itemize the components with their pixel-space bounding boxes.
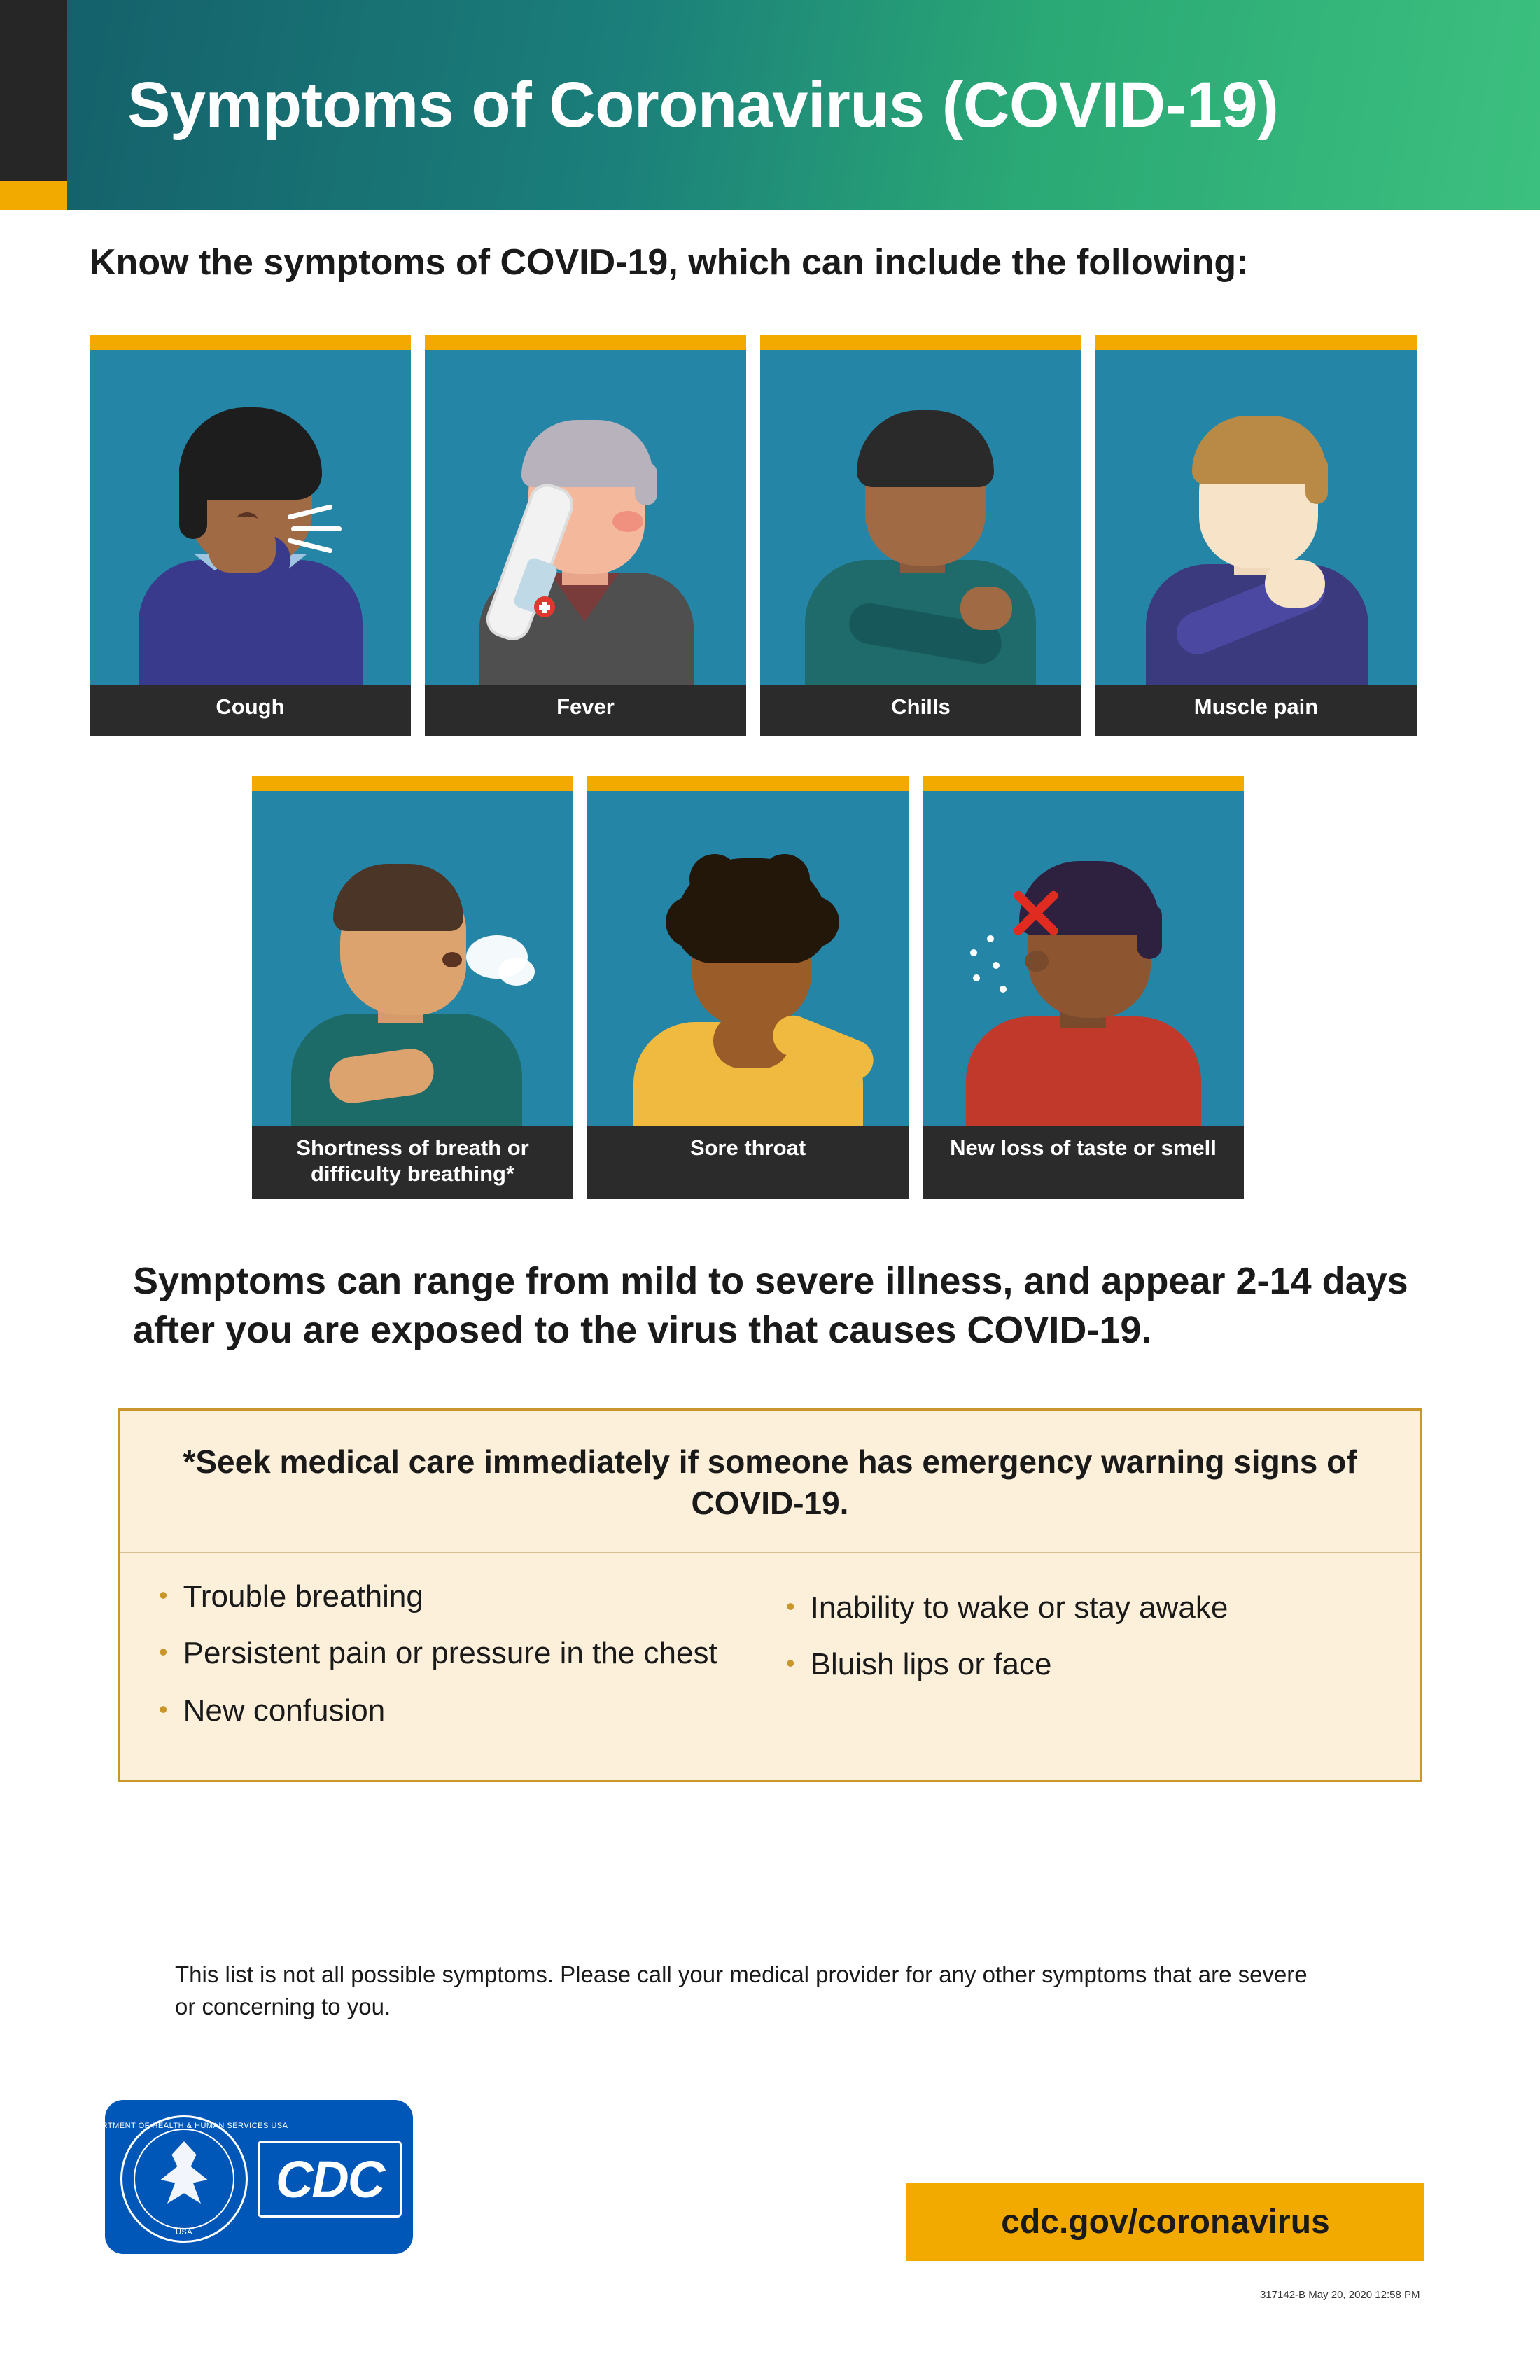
warning-item-text: Persistent pain or pressure in the chest [183,1636,718,1671]
symptom-card-muscle-pain [1096,335,1417,736]
symptom-caption: New loss of taste or smell [950,1135,1217,1160]
symptom-card-chills [760,335,1082,736]
header-dark-block [0,0,67,181]
bullet-icon: • [786,1648,795,1678]
symptom-card-cough [90,335,411,736]
cdc-wordmark: CDC [258,2141,402,2218]
list-item [786,1588,1392,1627]
warning-heading: *Seek medical care immediately if someone has emergency warning signs of COVID-19. [120,1410,1420,1553]
card-top-accent-bar [760,335,1082,350]
emergency-warning-box [118,1408,1422,1782]
header-orange-bar [0,181,67,210]
warning-item-text: New confusion [183,1693,386,1728]
cdc-url-button[interactable] [906,2183,1424,2261]
bullet-icon: • [159,1580,168,1609]
symptom-caption: Shortness of breath or difficulty breathing* [296,1135,529,1186]
symptom-row-2 [252,776,1244,1199]
footnote-text: This list is not all possible symptoms. Please call your medical provider for any other symptoms that are severe or concerning to you. [175,1961,1308,2019]
list-item [159,1691,765,1730]
card-top-accent-bar [1096,335,1417,350]
person-no-smell-icon [923,791,1244,1126]
page-header [0,0,1540,210]
header-gradient-band [67,0,1540,210]
seal-text [80,2118,288,2241]
symptom-range-text: Symptoms can range from mild to severe illness, and appear 2-14 days after you are exposed to the virus that causes COVID-19. [133,1260,1408,1352]
document-id: 317142-B May 20, 2020 12:58 PM [1260,2289,1420,2301]
symptom-caption: Fever [556,694,615,719]
seal-top-text: DEPARTMENT OF HEALTH & HUMAN SERVICES USA [80,2122,288,2130]
symptom-card-loss-of-taste-or-smell [923,776,1244,1199]
list-item [786,1645,1392,1684]
warning-list-left [159,1577,765,1748]
warning-item-text: Bluish lips or face [810,1647,1052,1682]
symptom-caption: Muscle pain [1194,694,1319,719]
symptom-caption: Sore throat [690,1135,806,1160]
person-holding-shoulder-icon [1096,350,1417,685]
symptom-caption: Cough [216,694,285,719]
person-holding-throat-icon [587,791,909,1126]
symptom-row-1 [90,335,1417,736]
card-top-accent-bar [252,776,573,791]
page-title: Symptoms of Coronavirus (COVID-19) [127,69,1279,141]
warning-item-text: Trouble breathing [183,1578,424,1614]
symptom-card-fever [425,335,746,736]
hhs-seal-icon [80,2115,288,2243]
bullet-icon: • [786,1591,795,1620]
thermometer-icon [425,350,746,685]
card-top-accent-bar [425,335,746,350]
symptom-card-shortness-of-breath [252,776,573,1199]
seal-bottom-text: USA [175,2228,193,2236]
list-item [159,1634,765,1672]
warning-lists [120,1553,1420,1780]
card-top-accent-bar [587,776,909,791]
bullet-icon: • [159,1637,168,1667]
warning-item-text: Inability to wake or stay awake [810,1590,1228,1625]
cdc-logo [80,2100,413,2254]
intro-text: Know the symptoms of COVID-19, which can include the following: [90,242,1249,283]
card-top-accent-bar [923,776,1244,791]
symptom-caption: Chills [891,694,951,719]
warning-list-right [765,1577,1392,1748]
person-coughing-icon [90,350,411,685]
person-shivering-icon [760,350,1082,685]
cdc-url-text: cdc.gov/coronavirus [1001,2203,1330,2241]
person-breathing-icon [252,791,573,1126]
card-top-accent-bar [90,335,411,350]
bullet-icon: • [159,1694,168,1723]
list-item [159,1577,765,1616]
symptom-card-sore-throat [587,776,909,1199]
